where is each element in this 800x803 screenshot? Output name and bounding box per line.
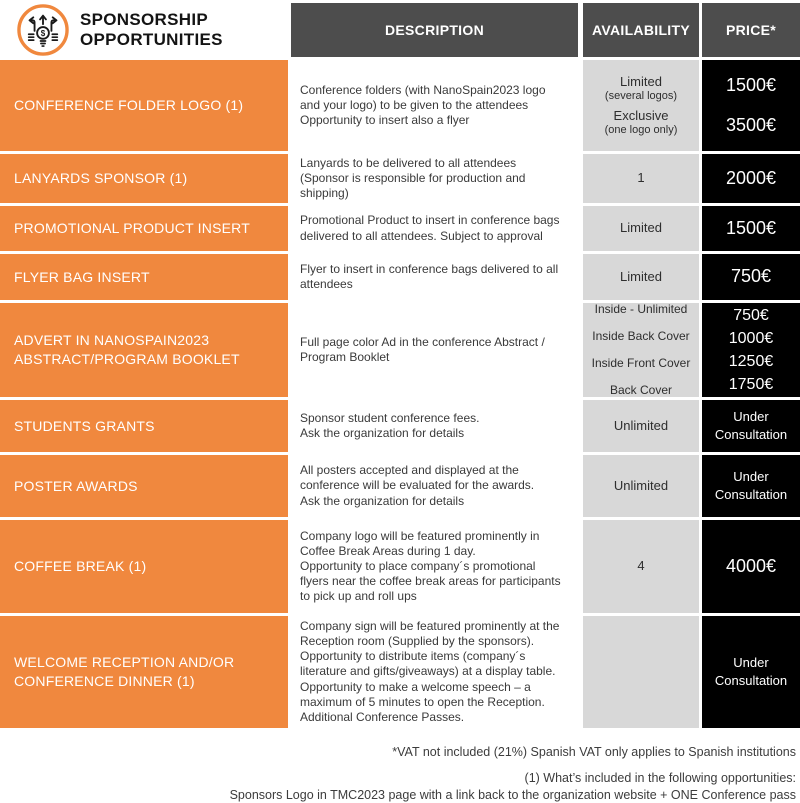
row-label xyxy=(0,206,288,251)
row-price xyxy=(702,154,800,203)
row-label-text: PROMOTIONAL PRODUCT INSERT xyxy=(14,220,250,237)
row-description-line: Company logo will be featured prominently in Coffee Break Areas during 1 day. xyxy=(300,528,540,558)
row-description-line: Sponsor student conference fees. xyxy=(300,410,480,425)
availability-option xyxy=(614,418,668,434)
availability-value: Unlimited xyxy=(613,477,669,493)
row-availability xyxy=(583,154,699,203)
availability-value: Unlimited xyxy=(613,417,669,433)
column-header-availability: AVAILABILITY xyxy=(583,3,699,57)
page-title-line1: SPONSORSHIP xyxy=(80,9,208,29)
column-header-price: PRICE* xyxy=(702,3,800,57)
row-description-line: Opportunity to insert also a flyer xyxy=(300,113,470,128)
row-price xyxy=(702,303,800,397)
availability-value: Inside Front Cover xyxy=(591,356,691,370)
column-header-description: DESCRIPTION xyxy=(291,3,578,57)
row-label-text: COFFEE BREAK (1) xyxy=(14,558,147,575)
row-availability xyxy=(583,400,699,452)
availability-value: Limited xyxy=(620,73,662,89)
row-label-text: CONFERENCE FOLDER LOGO (1) xyxy=(14,97,244,114)
price-value: 4000€ xyxy=(725,555,777,576)
row-label-text: LANYARDS SPONSOR (1) xyxy=(14,170,188,187)
row-description-line: Lanyards to be delivered to all attendees xyxy=(300,155,517,170)
price-value: 3500€ xyxy=(725,114,777,135)
availability-value: Inside - Unlimited xyxy=(594,302,688,316)
availability-value: Limited xyxy=(620,268,662,284)
row-description-line: Ask the organization for details xyxy=(300,426,465,440)
row-description-line: Flyer to insert in conference bags delivered to all attendees xyxy=(300,261,559,291)
table-row xyxy=(0,455,800,517)
availability-value: 4 xyxy=(637,558,645,574)
availability-note: (one logo only) xyxy=(604,123,678,136)
row-description xyxy=(291,254,578,300)
availability-option xyxy=(637,558,644,574)
row-price xyxy=(702,206,800,251)
row-description-line: Promotional Product to insert in conference bags delivered to all attendees. Subject to approval xyxy=(300,213,560,243)
row-description xyxy=(291,400,578,452)
row-price xyxy=(702,400,800,452)
row-label-text: FLYER BAG INSERT xyxy=(14,268,150,285)
row-label xyxy=(0,254,288,300)
price-value: 1250€ xyxy=(728,353,774,370)
price-value: 750€ xyxy=(733,307,769,324)
sponsorship-table-body xyxy=(0,60,800,728)
availability-option xyxy=(605,74,677,104)
row-availability xyxy=(583,206,699,251)
table-header-row xyxy=(0,3,800,57)
table-row xyxy=(0,154,800,203)
availability-note: (several logos) xyxy=(604,89,678,102)
row-description-line: All posters accepted and displayed at the conference will be evaluated for the awards. xyxy=(300,463,535,493)
row-label xyxy=(0,616,288,728)
row-label xyxy=(0,400,288,452)
price-value: 1000€ xyxy=(728,330,774,347)
page-title-line2: OPPORTUNITIES xyxy=(80,30,223,49)
row-description-line: Ask the organization for details xyxy=(300,493,465,508)
availability-option xyxy=(592,352,691,375)
row-description-line: (Sponsor is responsible for production and shipping) xyxy=(300,170,526,201)
row-availability xyxy=(583,303,699,397)
availability-option xyxy=(610,379,672,402)
title-area xyxy=(0,3,288,57)
price-value: Consultation xyxy=(714,427,788,442)
row-label xyxy=(0,520,288,613)
table-row xyxy=(0,303,800,397)
price-value: Consultation xyxy=(714,673,788,688)
sponsorship-lightbulb-dollar-icon xyxy=(16,3,70,57)
row-price xyxy=(702,60,800,151)
vat-footnote: *VAT not included (21%) Spanish VAT only applies to Spanish institutions xyxy=(392,745,796,759)
row-label xyxy=(0,303,288,397)
price-value: Under xyxy=(733,469,769,485)
row-price xyxy=(702,455,800,517)
table-row xyxy=(0,206,800,251)
price-value: 1500€ xyxy=(725,74,777,95)
row-description xyxy=(291,520,578,613)
availability-option xyxy=(592,325,689,348)
table-row xyxy=(0,60,800,151)
availability-value: Inside Back Cover xyxy=(592,329,690,343)
row-label xyxy=(0,60,288,151)
row-description-line: Opportunity to make a welcome speech – a maximum of 5 minutes to open the Reception. xyxy=(300,679,545,709)
included-footnote-detail: Sponsors Logo in TMC2023 page with a link back to the organization website + ONE Conference pass xyxy=(229,787,796,802)
row-label-text: STUDENTS GRANTS xyxy=(14,417,155,434)
row-availability xyxy=(583,60,699,151)
availability-option xyxy=(605,108,678,138)
availability-value: Back Cover xyxy=(609,383,673,397)
price-value: Under xyxy=(733,409,769,425)
availability-option xyxy=(620,220,662,236)
availability-option xyxy=(595,298,688,321)
row-label-text: POSTER AWARDS xyxy=(14,477,138,494)
row-description-line: Additional Conference Passes. xyxy=(300,709,465,724)
table-row xyxy=(0,616,800,728)
row-label xyxy=(0,455,288,517)
price-value: 2000€ xyxy=(725,167,777,188)
included-footnote-heading: (1) What’s included in the following opportunities: xyxy=(524,771,796,786)
page-title xyxy=(80,10,223,51)
price-value: Consultation xyxy=(714,487,788,502)
availability-value: 1 xyxy=(637,170,645,186)
row-description xyxy=(291,60,578,151)
row-description-line: Opportunity to place company´s promotional flyers near the coffee break areas for participants to pick up and roll ups xyxy=(300,558,561,604)
availability-value: Exclusive xyxy=(613,107,669,123)
availability-option xyxy=(620,269,662,285)
row-price xyxy=(702,520,800,613)
row-label-text: ADVERT IN NANOSPAIN2023 ABSTRACT/PROGRAM BOOKLET xyxy=(14,332,240,367)
price-value: Under xyxy=(733,655,769,671)
price-value: 750€ xyxy=(730,266,772,287)
availability-option xyxy=(637,170,644,186)
availability-value: Limited xyxy=(620,220,662,236)
row-description xyxy=(291,154,578,203)
row-description xyxy=(291,303,578,397)
table-row xyxy=(0,400,800,452)
svg-text:$: $ xyxy=(40,28,46,38)
row-description xyxy=(291,206,578,251)
row-price xyxy=(702,616,800,728)
row-description-line: Opportunity to distribute items (company´s literature and gifts/giveaways) at a display table. xyxy=(300,649,556,679)
row-description-line: Company sign will be featured prominently at the Reception room (Supplied by the sponsors). xyxy=(300,619,560,649)
table-row xyxy=(0,520,800,613)
row-description-line: Conference folders (with NanoSpain2023 logo and your logo) to be given to the attendees xyxy=(300,82,546,112)
row-price xyxy=(702,254,800,300)
price-value: 1500€ xyxy=(725,217,777,238)
footnotes xyxy=(0,731,800,803)
availability-option xyxy=(614,478,668,494)
row-label-text: WELCOME RECEPTION AND/OR CONFERENCE DINNER (1) xyxy=(14,654,235,689)
table-row xyxy=(0,254,800,300)
row-availability xyxy=(583,254,699,300)
row-description xyxy=(291,455,578,517)
row-availability xyxy=(583,520,699,613)
row-description-line: Full page color Ad in the conference Abstract / Program Booklet xyxy=(300,334,545,364)
price-value: 1750€ xyxy=(728,376,774,393)
row-label xyxy=(0,154,288,203)
row-description xyxy=(291,616,578,728)
row-availability xyxy=(583,616,699,728)
row-availability xyxy=(583,455,699,517)
